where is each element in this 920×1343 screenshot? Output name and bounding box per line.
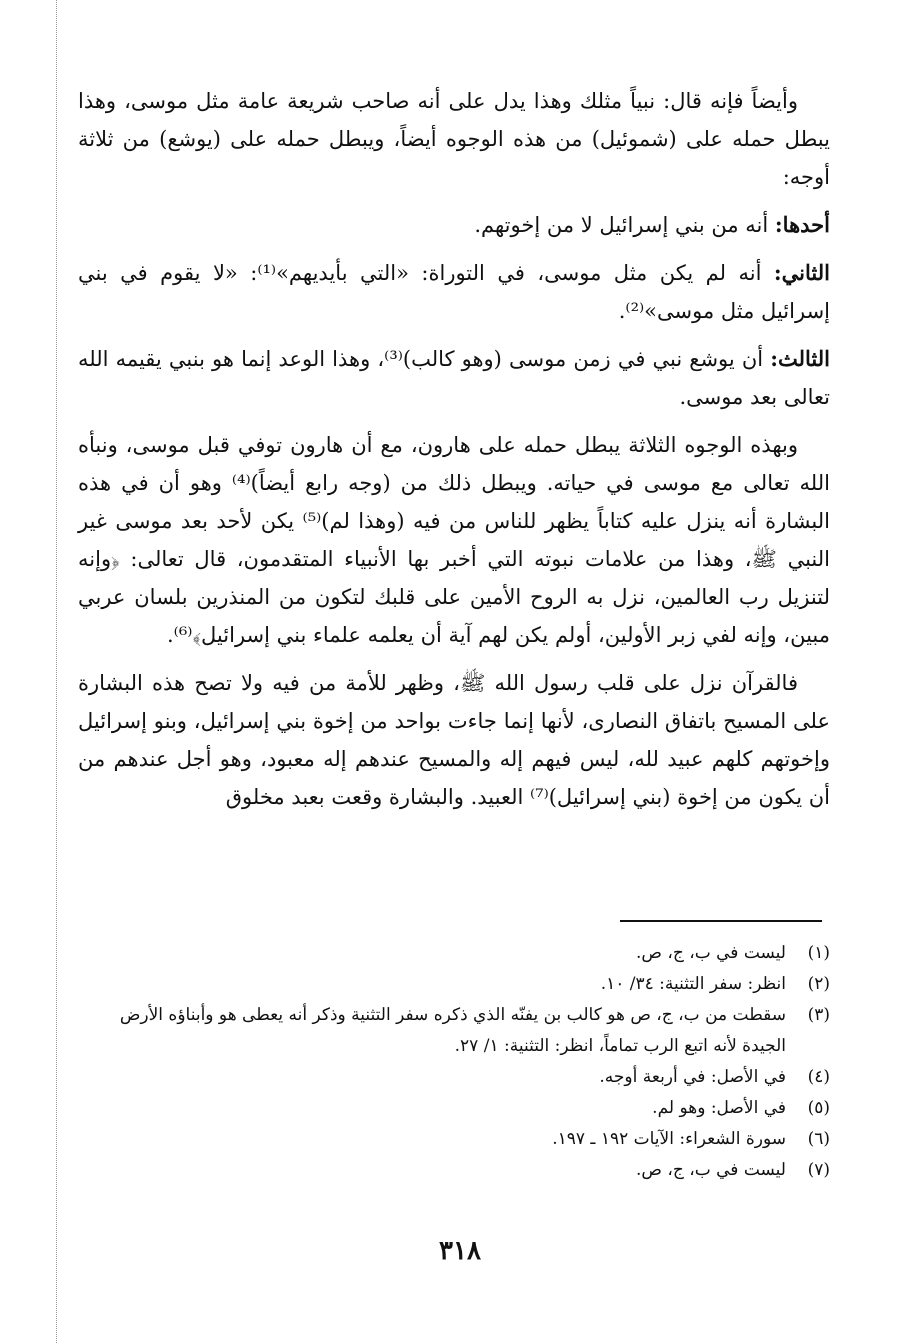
footnote: [78, 969, 830, 1000]
paragraph-lead: الثالث:: [770, 346, 830, 371]
footnote: [78, 1000, 830, 1062]
footnote-number: (٥): [807, 1098, 830, 1118]
paragraph: [78, 340, 830, 416]
footnote: [78, 1062, 830, 1093]
footnote-text: في الأصل: وهو لم.: [652, 1098, 786, 1118]
footnote-number: (٤): [807, 1067, 830, 1087]
footnote: [78, 1124, 830, 1155]
footnote-text: ليست في ب، ج، ص.: [636, 943, 786, 963]
main-text: [78, 82, 830, 826]
paragraph: [78, 426, 830, 654]
footnote-number: (٧): [807, 1160, 830, 1180]
paragraph: [78, 664, 830, 816]
paragraph-lead: أحدها:: [774, 212, 830, 237]
paragraph: [78, 206, 830, 244]
paragraph-text: أن يوشع نبي في زمن موسى (وهو كالب)⁽³⁾، وهذا الوعد إنما هو بنبي يقيمه الله تعالى بعد موسى.: [78, 347, 830, 409]
paragraph-text: وبهذه الوجوه الثلاثة يبطل حمله على هارون، مع أن هارون توفي قبل موسى، ونبأه الله تعالى مع موسى في حياته. ويبطل ذلك من (وجه رابع أيضاً)⁽⁴⁾ وهو أن في هذه البشارة أنه ينزل عليه كتاباً يظهر للناس من فيه (وهذا لم)⁽⁵⁾ يكن لأحد بعد موسى غير النبي ﷺ، وهذا من علامات نبوته التي أخبر بها الأنبياء المتقدمون، قال تعالى: ﴿وإنه لتنزيل رب العالمين، نزل به الروح الأمين على قلبك لتكون من المنذرين بلسان عربي مبين، وإنه لفي زبر الأولين، أولم يكن لهم آية أن يعلمه علماء بني إسرائيل﴾⁽⁶⁾.: [78, 433, 830, 647]
paragraph-text: أنه من بني إسرائيل لا من إخوتهم.: [474, 213, 775, 237]
footnote: [78, 1155, 830, 1186]
footnote: [78, 1093, 830, 1124]
scan-edge-line: [56, 0, 57, 1343]
paragraph: [78, 82, 830, 196]
paragraph-lead: الثاني:: [773, 260, 830, 285]
footnotes: [78, 938, 830, 1186]
paragraph-text: وأيضاً فإنه قال: نبياً مثلك وهذا يدل على أنه صاحب شريعة عامة مثل موسى، وهذا يبطل حمله على (شموئيل) من هذه الوجوه أيضاً، ويبطل حمله على (يوشع) من ثلاثة أوجه:: [78, 89, 830, 189]
footnote-text: ليست في ب، ج، ص.: [636, 1160, 786, 1180]
page-number: ٣١٨: [439, 1236, 481, 1266]
footnote-number: (١): [807, 943, 830, 963]
paragraph: [78, 254, 830, 330]
paragraph-text: أنه لم يكن مثل موسى، في التوراة: «التي بأيديهم»⁽¹⁾: «لا يقوم في بني إسرائيل مثل موسى»⁽²⁾.: [78, 261, 830, 323]
footnote-text: سورة الشعراء: الآيات ١٩٢ ـ ١٩٧.: [552, 1129, 786, 1149]
footnote-text: في الأصل: في أربعة أوجه.: [599, 1067, 786, 1087]
footnote-number: (٣): [807, 1005, 830, 1025]
paragraph-text: فالقرآن نزل على قلب رسول الله ﷺ، وظهر للأمة من فيه ولا تصح هذه البشارة على المسيح باتفاق النصارى، لأنها إنما جاءت بواحد من إخوة بني إسرائيل، وبنو إسرائيل وإخوتهم كلهم عبيد لله، ليس فيهم إله والمسيح عندهم إله معبود، وهو أجل عندهم من أن يكون من إخوة (بني إسرائيل)⁽⁷⁾ العبيد. والبشارة وقعت بعبد مخلوق: [78, 671, 830, 809]
footnote-number: (٢): [807, 974, 830, 994]
footnote-text: انظر: سفر التثنية: ٣٤/ ١٠.: [600, 974, 786, 994]
footnote-number: (٦): [807, 1129, 830, 1149]
footnote: [78, 938, 830, 969]
footnote-text: سقطت من ب، ج، ص هو كالب بن يفنّه الذي ذكره سفر التثنية وذكر أنه يعطى هو وأبناؤه الأرض الجيدة لأنه اتبع الرب تماماً، انظر: التثنية: ١/ ٢٧.: [119, 1005, 786, 1056]
footnote-divider: [620, 920, 822, 922]
